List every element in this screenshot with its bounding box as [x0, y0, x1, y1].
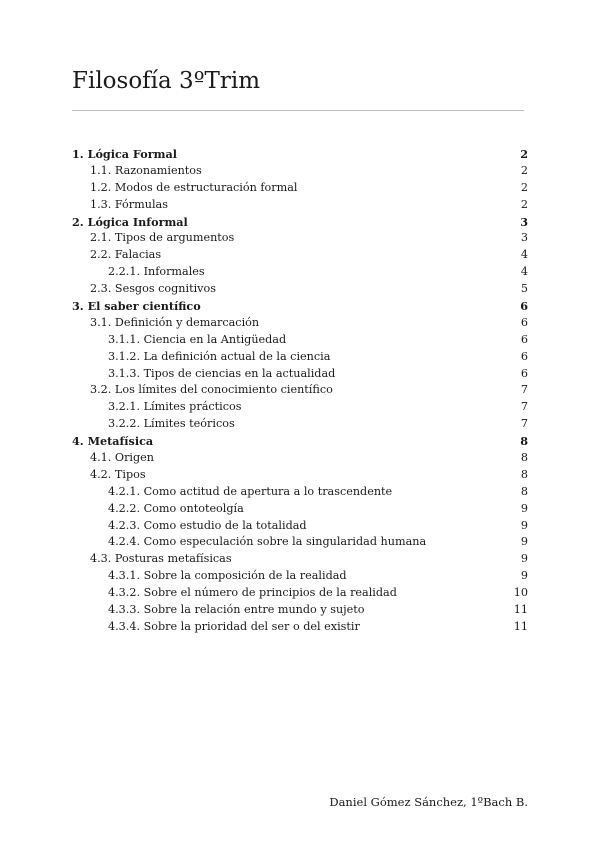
- toc-entry-page: 8: [520, 467, 528, 481]
- table-of-contents: [72, 146, 528, 636]
- toc-entry-page: 7: [520, 400, 528, 414]
- toc-entry[interactable]: [72, 298, 528, 315]
- toc-entry[interactable]: [72, 197, 528, 214]
- toc-entry-label: 4.3.3. Sobre la relación entre mundo y sujeto: [108, 603, 365, 617]
- toc-entry-label: 4.2.2. Como ontoteolgía: [108, 501, 244, 515]
- toc-entry-label: 2.2.1. Informales: [108, 265, 205, 279]
- toc-entry[interactable]: [72, 416, 528, 433]
- toc-entry-page: 9: [520, 518, 528, 532]
- toc-entry-label: 3. El saber científico: [72, 299, 201, 314]
- toc-entry-page: 6: [520, 332, 528, 346]
- toc-entry-label: 3.1.2. La definición actual de la ciencia: [108, 349, 331, 363]
- toc-entry-label: 1.3. Fórmulas: [90, 197, 168, 211]
- document-title: Filosofía 3ºTrim: [72, 68, 261, 94]
- toc-entry[interactable]: [72, 450, 528, 467]
- toc-entry-page: 2: [520, 147, 528, 161]
- toc-entry-page: 11: [513, 603, 528, 617]
- toc-entry-page: 6: [520, 299, 528, 314]
- toc-entry[interactable]: [72, 585, 528, 602]
- toc-entry[interactable]: [72, 281, 528, 298]
- toc-entry-label: 4.2.4. Como especulación sobre la singularidad humana: [108, 535, 427, 549]
- toc-entry[interactable]: [72, 366, 528, 383]
- toc-entry[interactable]: [72, 467, 528, 484]
- toc-entry[interactable]: [72, 146, 528, 163]
- toc-entry[interactable]: [72, 163, 528, 180]
- toc-entry-label: 3.2. Los límites del conocimiento científico: [90, 383, 333, 397]
- title-divider: [72, 110, 524, 111]
- toc-entry[interactable]: [72, 214, 528, 231]
- author-footer: Daniel Gómez Sánchez, 1ºBach B.: [329, 795, 528, 809]
- toc-entry[interactable]: [72, 619, 528, 636]
- toc-entry-label: 1. Lógica Formal: [72, 147, 177, 161]
- toc-entry-label: 3.2.1. Límites prácticos: [108, 400, 242, 414]
- toc-entry-label: 4.3. Posturas metafísicas: [90, 552, 232, 566]
- toc-entry-page: 9: [520, 552, 528, 566]
- toc-entry-page: 11: [513, 619, 528, 633]
- toc-entry[interactable]: [72, 264, 528, 281]
- toc-entry-page: 8: [520, 484, 528, 498]
- toc-entry-label: 2.3. Sesgos cognitivos: [90, 282, 216, 296]
- toc-entry-page: 6: [520, 315, 528, 329]
- toc-entry-label: 4.2.1. Como actitud de apertura a lo trascendente: [108, 484, 393, 498]
- toc-entry-label: 3.1.3. Tipos de ciencias en la actualidad: [108, 366, 336, 380]
- toc-entry-label: 3.2.2. Límites teóricos: [108, 417, 235, 431]
- toc-entry-page: 9: [520, 535, 528, 549]
- toc-entry-page: 10: [513, 586, 528, 600]
- toc-entry-label: 4.2.3. Como estudio de la totalidad: [108, 518, 307, 532]
- toc-entry-page: 2: [520, 197, 528, 211]
- toc-entry-page: 2: [520, 180, 528, 194]
- toc-entry[interactable]: [72, 484, 528, 501]
- toc-entry-label: 4.3.4. Sobre la prioridad del ser o del existir: [108, 619, 360, 633]
- toc-entry[interactable]: [72, 332, 528, 349]
- toc-entry[interactable]: [72, 534, 528, 551]
- toc-entry-label: 3.1.1. Ciencia en la Antigüedad: [108, 332, 287, 346]
- toc-entry-page: 3: [520, 214, 528, 229]
- toc-entry-page: 6: [520, 349, 528, 363]
- toc-entry-page: 4: [520, 248, 528, 262]
- toc-entry-label: 1.2. Modos de estructuración formal: [90, 180, 298, 194]
- toc-entry-page: 9: [520, 569, 528, 583]
- toc-entry-label: 1.1. Razonamientos: [90, 163, 202, 177]
- toc-entry-page: 8: [520, 451, 528, 465]
- toc-entry-page: 6: [520, 366, 528, 380]
- toc-entry-page: 9: [520, 501, 528, 515]
- toc-entry-label: 2. Lógica Informal: [72, 214, 188, 229]
- toc-entry-label: 2.2. Falacias: [90, 248, 162, 262]
- toc-entry[interactable]: [72, 180, 528, 197]
- toc-entry-page: 3: [520, 231, 528, 245]
- toc-entry-label: 4.3.1. Sobre la composición de la realidad: [108, 569, 347, 583]
- toc-entry-label: 4.3.2. Sobre el número de principios de la realidad: [108, 586, 397, 600]
- toc-entry[interactable]: [72, 602, 528, 619]
- toc-entry[interactable]: [72, 501, 528, 518]
- toc-entry[interactable]: [72, 382, 528, 399]
- toc-entry[interactable]: [72, 230, 528, 247]
- toc-entry-label: 2.1. Tipos de argumentos: [90, 231, 235, 245]
- toc-entry[interactable]: [72, 247, 528, 264]
- toc-entry-label: 4.2. Tipos: [90, 467, 146, 481]
- toc-entry[interactable]: [72, 349, 528, 366]
- toc-entry-page: 4: [520, 265, 528, 279]
- toc-entry-page: 8: [520, 434, 528, 449]
- toc-entry-label: 4.1. Origen: [90, 451, 154, 465]
- toc-entry[interactable]: [72, 433, 528, 450]
- toc-entry[interactable]: [72, 518, 528, 535]
- toc-entry-label: 4. Metafísica: [72, 434, 154, 449]
- toc-entry-page: 2: [520, 163, 528, 177]
- toc-entry-page: 7: [520, 383, 528, 397]
- toc-entry-page: 7: [520, 417, 528, 431]
- toc-entry-page: 5: [520, 282, 528, 296]
- toc-entry[interactable]: [72, 399, 528, 416]
- toc-entry[interactable]: [72, 315, 528, 332]
- toc-entry-label: 3.1. Definición y demarcación: [90, 315, 260, 329]
- toc-entry[interactable]: [72, 568, 528, 585]
- toc-entry[interactable]: [72, 551, 528, 568]
